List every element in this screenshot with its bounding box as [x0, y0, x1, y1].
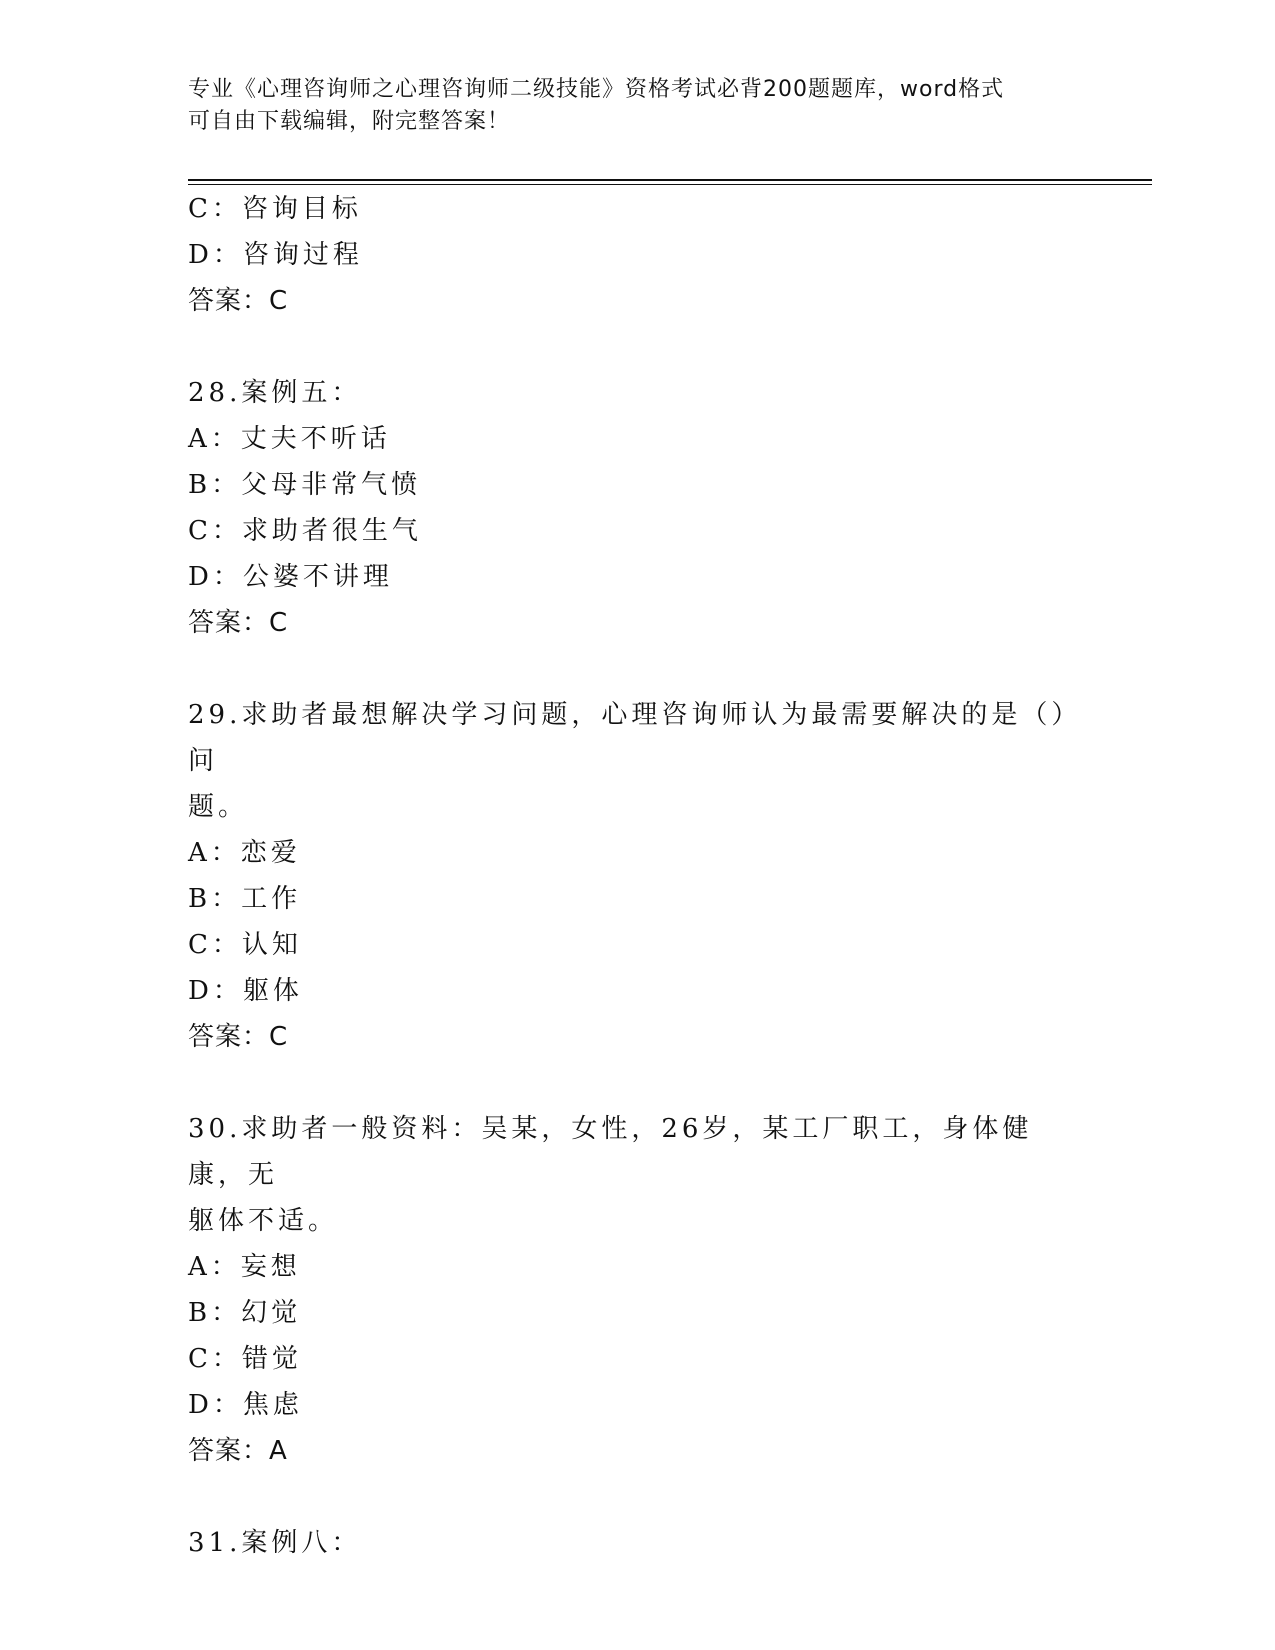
answer-line: 答案：A — [188, 1436, 288, 1466]
question-stem-line-2: 躯体不适。 — [188, 1206, 339, 1236]
spacer — [188, 1060, 1088, 1106]
question-block-27 — [188, 186, 1088, 324]
option-c: C：咨询目标 — [188, 194, 362, 224]
option-c: C：求助者很生气 — [188, 516, 422, 546]
question-stem: 28.案例五： — [188, 378, 362, 408]
question-list — [188, 186, 1088, 1566]
option-b: B：幻觉 — [188, 1298, 302, 1328]
question-block-28 — [188, 370, 1088, 646]
option-a: A：恋爱 — [188, 838, 301, 868]
header-title-line-2: 可自由下载编辑，附完整答案！ — [188, 109, 511, 134]
question-block-31 — [188, 1520, 1088, 1566]
option-a: A：丈夫不听话 — [188, 424, 391, 454]
option-a: A：妄想 — [188, 1252, 301, 1282]
question-stem-line-2: 题。 — [188, 792, 249, 822]
option-d: D：咨询过程 — [188, 240, 363, 270]
header-divider-thin — [188, 184, 1152, 185]
spacer — [188, 1474, 1088, 1520]
question-block-30 — [188, 1106, 1088, 1474]
option-b: B：父母非常气愤 — [188, 470, 422, 500]
header-title-line-1: 专业《心理咨询师之心理咨询师二级技能》资格考试必背200题题库，word格式 — [188, 77, 1005, 102]
option-c: C：错觉 — [188, 1344, 302, 1374]
answer-line: 答案：C — [188, 1022, 289, 1052]
spacer — [188, 324, 1088, 370]
document-header — [188, 74, 1068, 138]
question-stem: 31.案例八： — [188, 1528, 362, 1558]
question-stem-line-1: 30.求助者一般资料：吴某，女性，26岁，某工厂职工，身体健康，无 — [188, 1114, 1033, 1190]
option-d: D：躯体 — [188, 976, 303, 1006]
header-divider-thick — [188, 179, 1152, 181]
question-block-29 — [188, 692, 1088, 1060]
answer-line: 答案：C — [188, 286, 289, 316]
option-d: D：焦虑 — [188, 1390, 303, 1420]
option-c: C：认知 — [188, 930, 302, 960]
spacer — [188, 646, 1088, 692]
answer-line: 答案：C — [188, 608, 289, 638]
option-b: B：工作 — [188, 884, 302, 914]
question-stem-line-1: 29.求助者最想解决学习问题，心理咨询师认为最需要解决的是（）问 — [188, 700, 1082, 776]
option-d: D：公婆不讲理 — [188, 562, 393, 592]
